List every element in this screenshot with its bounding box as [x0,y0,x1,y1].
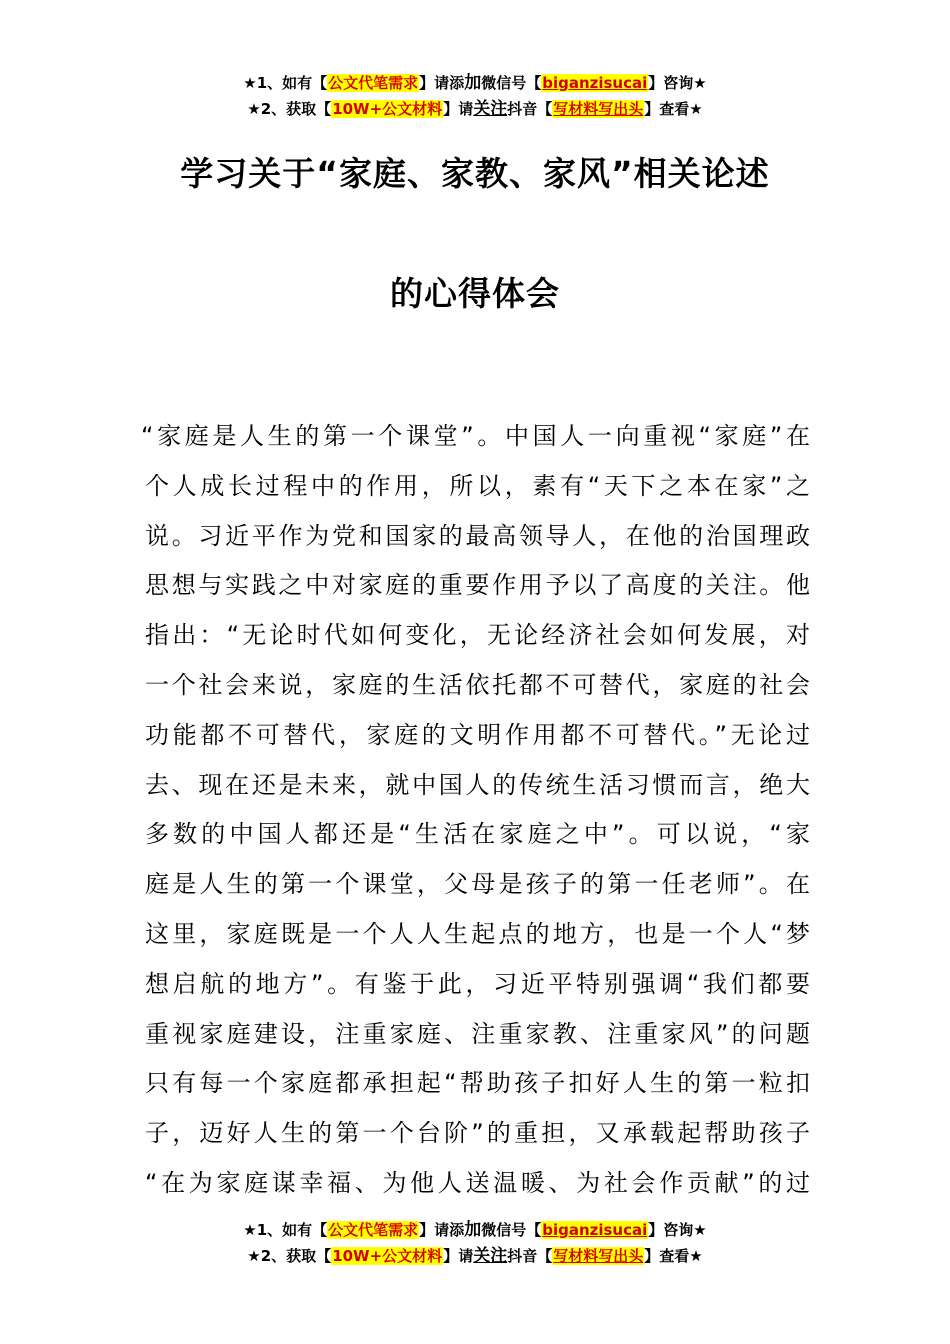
banner-emphasis: 关注 [473,99,508,119]
document-body [141,412,810,1209]
banner-text: ★2、获取【 [247,100,332,118]
banner-text: 】请 [443,100,474,118]
banner-line-2 [0,1243,950,1269]
banner-line-1 [0,70,950,96]
banner-text: 抖音【 [507,1247,553,1265]
body-line: 去、现在还是未来，就中国人的传统生活习惯而言，绝大 [145,770,810,799]
body-line: 多数的中国人都还是“生活在家庭之中”。可以说，“家 [145,820,810,849]
banner-highlight: 公文代笔需求 [328,1221,419,1239]
banner-text: 】咨询★ [648,1221,707,1239]
body-line: 思想与实践之中对家庭的重要作用予以了高度的关注。他 [145,571,810,600]
banner-wechat-id[interactable]: biganzisucai [542,74,648,92]
banner-highlight: 10W+公文材料 [332,100,443,118]
banner-wechat-id[interactable]: biganzisucai [542,1221,648,1239]
banner-highlight: 10W+公文材料 [332,1247,443,1265]
banner-text: 微信号【 [481,74,542,92]
body-line: 指出：“无论时代如何变化，无论经济社会如何发展，对 [145,621,810,650]
banner-text: 】咨询★ [648,74,707,92]
banner-highlight: 公文代笔需求 [328,74,419,92]
body-line: 一个社会来说，家庭的生活依托都不可替代，家庭的社会 [145,670,810,699]
footer-banner [0,1217,950,1269]
banner-line-1 [0,1217,950,1243]
banner-text: 抖音【 [507,100,553,118]
body-line: “家庭是人生的第一个课堂”。中国人一向重视“家庭”在 [141,422,810,450]
banner-text: 】请 [443,1247,474,1265]
banner-douyin-id[interactable]: 写材料写出头 [553,100,644,118]
banner-emphasis: 加 [464,1220,482,1240]
banner-text: ★1、如有【 [243,74,328,92]
banner-text: ★2、获取【 [247,1247,332,1265]
banner-text: 】请添 [419,74,465,92]
body-line: 庭是人生的第一个课堂，父母是孩子的第一任老师”。在 [145,870,810,899]
banner-text: 】请添 [419,1221,465,1239]
banner-line-2 [0,96,950,122]
body-line: 只有每一个家庭都承担起“帮助孩子扣好人生的第一粒扣 [145,1069,810,1098]
document-title-line-1: 学习关于“家庭、家教、家风”相关论述 [180,154,770,193]
banner-emphasis: 加 [464,73,482,93]
banner-text: 】查看★ [644,100,703,118]
body-line: 个人成长过程中的作用，所以，素有“天下之本在家”之 [145,471,810,500]
banner-text: ★1、如有【 [243,1221,328,1239]
body-line: “在为家庭谋幸福、为他人送温暖、为社会作贡献”的过 [145,1168,810,1197]
banner-text: 】查看★ [644,1247,703,1265]
body-line: 这里，家庭既是一个人人生起点的地方，也是一个人“梦 [145,919,810,948]
body-line: 功能都不可替代，家庭的文明作用都不可替代。”无论过 [145,720,810,749]
header-banner [0,70,950,122]
body-line: 重视家庭建设，注重家庭、注重家教、注重家风”的问题 [145,1019,810,1048]
banner-text: 微信号【 [481,1221,542,1239]
document-title-line-2: 的心得体会 [390,274,560,313]
banner-douyin-id[interactable]: 写材料写出头 [553,1247,644,1265]
body-line: 想启航的地方”。有鉴于此，习近平特别强调“我们都要 [145,969,810,998]
body-line: 子，迈好人生的第一个台阶”的重担，又承载起帮助孩子 [145,1119,810,1148]
banner-emphasis: 关注 [473,1246,508,1266]
body-line: 说。习近平作为党和国家的最高领导人，在他的治国理政 [145,521,810,550]
